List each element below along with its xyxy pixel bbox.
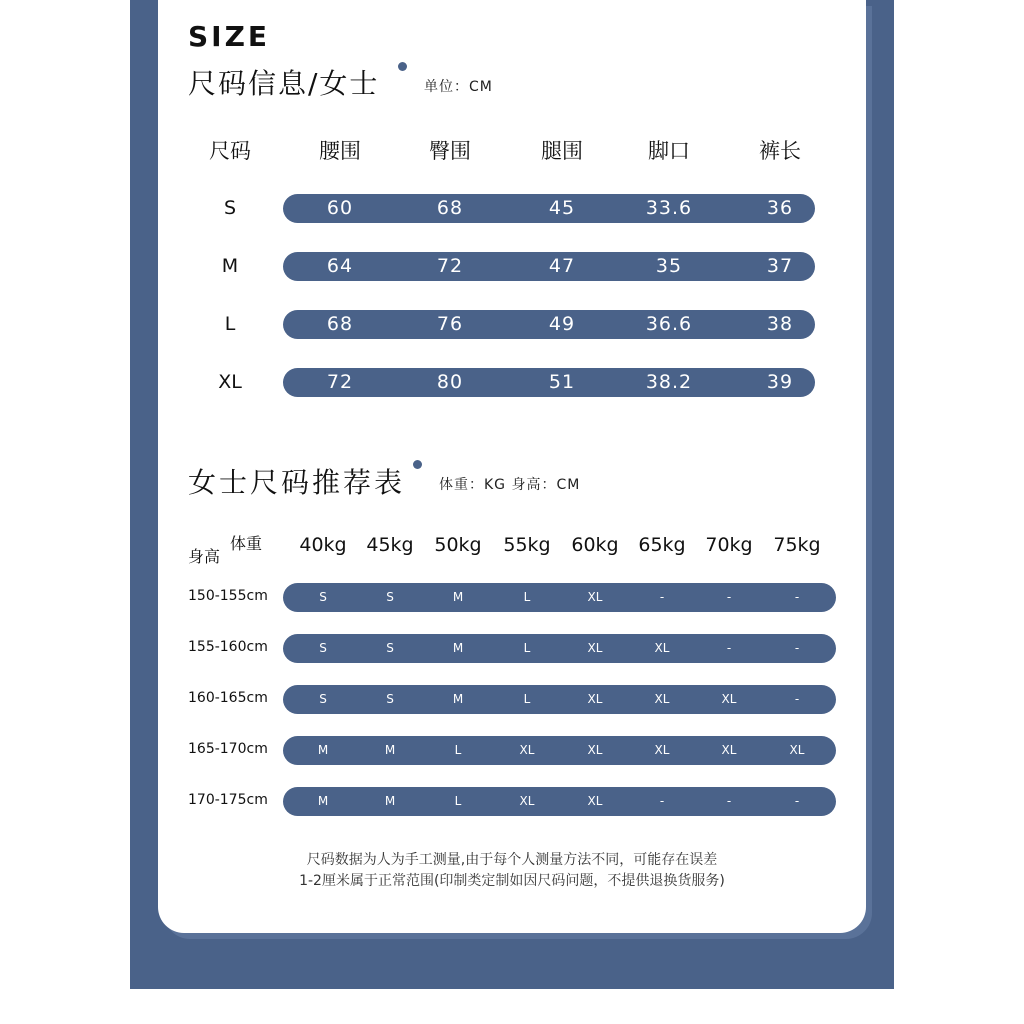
measurement-value: 76	[436, 313, 464, 335]
weight-header: 40kg	[299, 534, 347, 556]
recommended-size: -	[794, 590, 800, 604]
weight-header: 45kg	[366, 534, 414, 556]
size-info-header: 尺码	[209, 139, 251, 163]
recommended-size: L	[523, 641, 531, 655]
size-label: XL	[218, 371, 242, 393]
measurement-value: 68	[326, 313, 354, 335]
weight-header: 50kg	[434, 534, 482, 556]
height-label: 165-170cm	[188, 741, 268, 757]
recommended-size: -	[659, 590, 665, 604]
corner-height-label: 身高	[188, 547, 221, 566]
recommended-size: XL	[789, 743, 805, 757]
recommended-size: XL	[519, 794, 535, 808]
recommended-size: M	[384, 794, 396, 808]
weight-header: 65kg	[638, 534, 686, 556]
size-label: M	[221, 255, 239, 277]
recommend-row	[283, 787, 836, 816]
weight-header: 70kg	[705, 534, 753, 556]
size-row	[283, 194, 815, 223]
recommended-size: XL	[587, 641, 603, 655]
measurement-value: 37	[766, 255, 794, 277]
recommend-row	[283, 583, 836, 612]
recommended-size: M	[452, 692, 464, 706]
title-dot-icon	[413, 460, 422, 469]
recommended-size: L	[523, 590, 531, 604]
recommended-size: -	[794, 641, 800, 655]
measurement-value: 72	[436, 255, 464, 277]
measurement-value: 33.6	[645, 197, 693, 219]
recommend-row	[283, 736, 836, 765]
recommended-size: M	[452, 641, 464, 655]
recommended-size: L	[454, 743, 462, 757]
recommended-size: S	[386, 590, 394, 604]
recommended-size: XL	[587, 590, 603, 604]
measurement-value: 47	[548, 255, 576, 277]
measurement-value: 60	[326, 197, 354, 219]
height-label: 170-175cm	[188, 792, 268, 808]
recommend-title: 女士尺码推荐表	[188, 466, 406, 499]
recommended-size: XL	[587, 743, 603, 757]
measurement-value: 38.2	[645, 371, 693, 393]
recommended-size: XL	[654, 692, 670, 706]
recommended-size: M	[317, 794, 329, 808]
recommended-size: -	[659, 794, 665, 808]
size-row	[283, 252, 815, 281]
recommended-size: -	[726, 794, 732, 808]
corner-weight-label: 体重	[230, 534, 263, 553]
weight-header: 60kg	[571, 534, 619, 556]
recommended-size: XL	[721, 692, 737, 706]
recommended-size: S	[386, 641, 394, 655]
recommend-row	[283, 634, 836, 663]
recommended-size: M	[384, 743, 396, 757]
recommended-size: XL	[721, 743, 737, 757]
size-info-header: 臀围	[429, 139, 471, 163]
measurement-value: 39	[766, 371, 794, 393]
recommended-size: M	[452, 590, 464, 604]
note-line-2: 1-2厘米属于正常范围(印制类定制如因尺码问题，不提供退换货服务)	[299, 873, 725, 889]
recommended-size: S	[386, 692, 394, 706]
measurement-value: 35	[655, 255, 683, 277]
size-info-title: 尺码信息/女士	[188, 67, 380, 100]
size-info-header: 裤长	[759, 139, 801, 163]
recommended-size: -	[794, 794, 800, 808]
height-label: 155-160cm	[188, 639, 268, 655]
height-label: 150-155cm	[188, 588, 268, 604]
recommended-size: S	[319, 641, 327, 655]
height-label: 160-165cm	[188, 690, 268, 706]
measurement-value: 36	[766, 197, 794, 219]
measurement-value: 72	[326, 371, 354, 393]
measurement-value: 64	[326, 255, 354, 277]
measurement-value: 51	[548, 371, 576, 393]
recommended-size: XL	[654, 743, 670, 757]
recommended-size: -	[726, 590, 732, 604]
size-row	[283, 310, 815, 339]
recommend-row	[283, 685, 836, 714]
recommended-size: XL	[519, 743, 535, 757]
recommended-size: -	[726, 641, 732, 655]
recommend-unit: 体重：KG 身高：CM	[439, 477, 581, 493]
measurement-value: 49	[548, 313, 576, 335]
size-info-header: 腰围	[319, 139, 361, 163]
recommended-size: XL	[587, 692, 603, 706]
measurement-value: 68	[436, 197, 464, 219]
measurement-value: 36.6	[645, 313, 693, 335]
weight-header: 75kg	[773, 534, 821, 556]
size-row	[283, 368, 815, 397]
recommended-size: M	[317, 743, 329, 757]
title-dot-icon	[398, 62, 407, 71]
recommended-size: -	[794, 692, 800, 706]
size-info-unit: 单位：CM	[424, 79, 493, 95]
recommended-size: L	[454, 794, 462, 808]
recommended-size: XL	[587, 794, 603, 808]
size-heading: SIZE	[188, 20, 271, 53]
measurement-value: 45	[548, 197, 576, 219]
recommended-size: S	[319, 590, 327, 604]
weight-header: 55kg	[503, 534, 551, 556]
size-label: S	[223, 197, 237, 219]
size-info-header: 脚口	[648, 139, 690, 163]
measurement-value: 38	[766, 313, 794, 335]
measurement-value: 80	[436, 371, 464, 393]
note-line-1: 尺码数据为人为手工测量,由于每个人测量方法不同，可能存在误差	[306, 852, 718, 868]
size-label: L	[224, 313, 236, 335]
recommended-size: L	[523, 692, 531, 706]
recommended-size: XL	[654, 641, 670, 655]
size-info-header: 腿围	[541, 139, 583, 163]
recommended-size: S	[319, 692, 327, 706]
